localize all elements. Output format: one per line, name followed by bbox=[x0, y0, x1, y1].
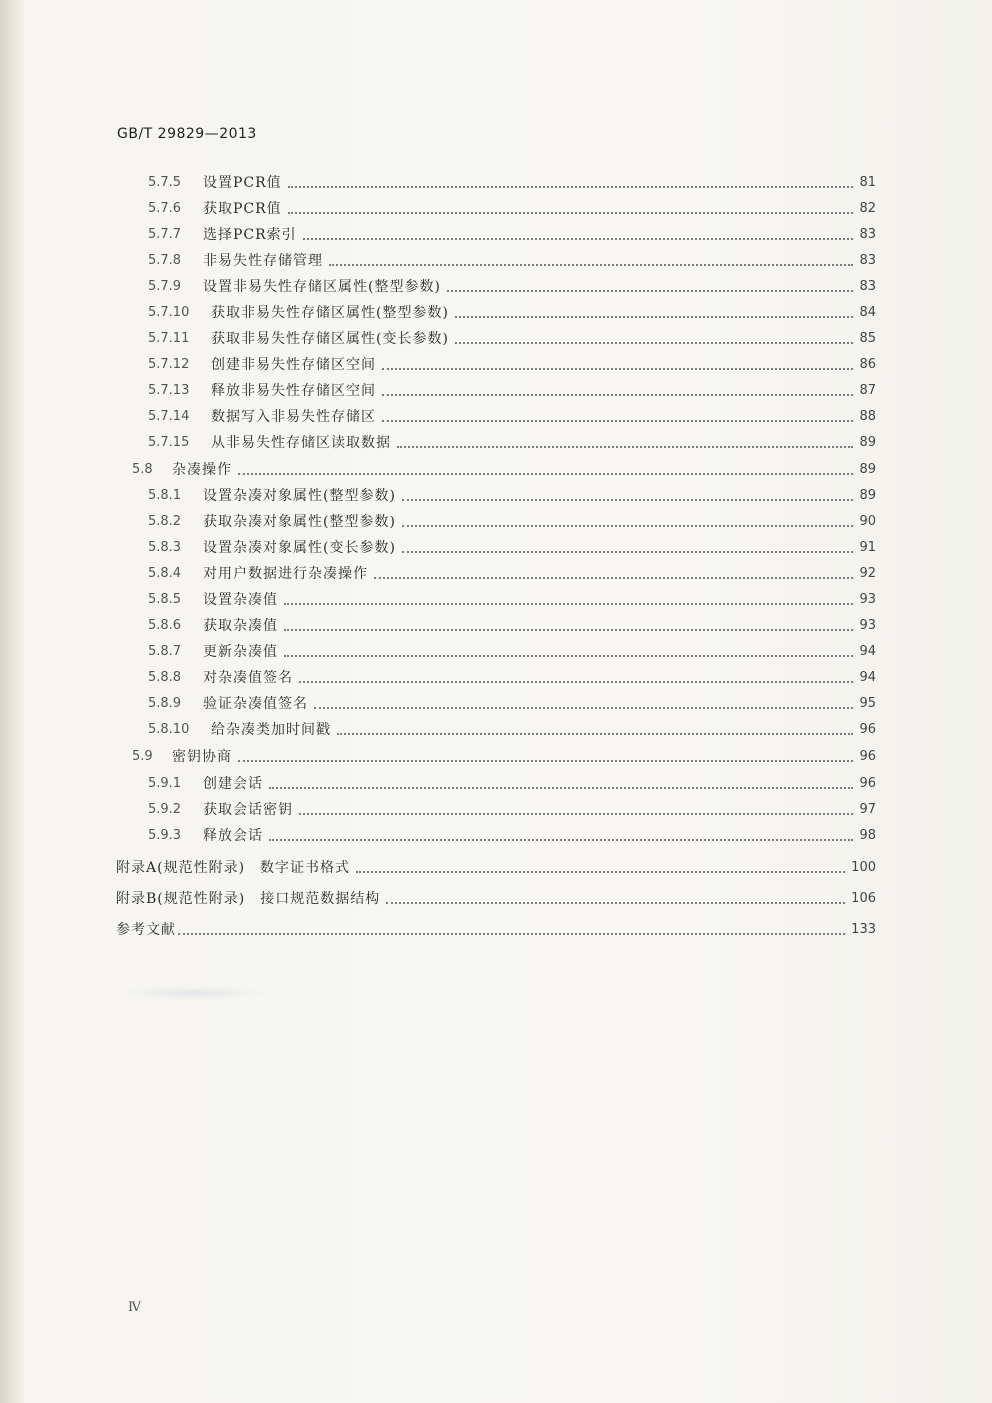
toc-entry-title: 释放会话 bbox=[203, 828, 263, 844]
toc-entry[interactable] bbox=[148, 276, 876, 296]
toc-leader-dots bbox=[397, 445, 853, 448]
toc-leader-dots bbox=[269, 786, 853, 789]
toc-leader-dots bbox=[178, 932, 845, 935]
toc-entry-title: 对用户数据进行杂凑操作 bbox=[203, 566, 368, 582]
toc-leader-dots bbox=[269, 838, 853, 841]
toc-entry-page: 81 bbox=[859, 175, 876, 190]
toc-entry-title: 释放非易失性存储区空间 bbox=[211, 383, 376, 399]
toc-entry-title: 设置PCR值 bbox=[203, 175, 282, 191]
toc-entry-page: 84 bbox=[859, 305, 876, 320]
toc-leader-dots bbox=[314, 706, 853, 709]
toc-entry-page: 88 bbox=[859, 409, 876, 424]
toc-entry-number: 5.8.1 bbox=[148, 488, 182, 503]
toc-entry-appendix-a[interactable] bbox=[116, 857, 876, 877]
toc-entry[interactable] bbox=[148, 250, 876, 270]
toc-entry-number: 5.9 bbox=[132, 749, 153, 764]
toc-entry[interactable] bbox=[148, 432, 876, 452]
toc-entry[interactable] bbox=[148, 693, 876, 713]
toc-entry-title: (规范性附录) 数字证书格式 bbox=[157, 860, 351, 876]
toc-entry-title: 非易失性存储管理 bbox=[203, 253, 323, 269]
toc-entry[interactable] bbox=[148, 485, 876, 505]
toc-entry-number: 5.7.10 bbox=[148, 305, 190, 320]
toc-leader-dots bbox=[299, 812, 853, 815]
toc-entry[interactable] bbox=[148, 719, 876, 739]
toc-entry-page: 98 bbox=[859, 828, 876, 843]
toc-entry-number: 5.7.14 bbox=[148, 409, 190, 424]
toc-entry-title: 密钥协商 bbox=[172, 749, 232, 765]
toc-entry-number: 5.9.2 bbox=[148, 802, 182, 817]
toc-entry[interactable] bbox=[148, 589, 876, 609]
toc-entry-page: 89 bbox=[859, 462, 876, 477]
toc-entry-page: 87 bbox=[859, 383, 876, 398]
toc-entry[interactable] bbox=[148, 641, 876, 661]
toc-entry-title: (规范性附录) 接口规范数据结构 bbox=[157, 891, 381, 907]
toc-entry-page: 93 bbox=[859, 618, 876, 633]
toc-entry-title: 更新杂凑值 bbox=[203, 644, 278, 660]
toc-entry-title: 从非易失性存储区读取数据 bbox=[211, 435, 391, 451]
toc-entry-title: 对杂凑值签名 bbox=[203, 670, 293, 686]
toc-entry-number: 5.7.13 bbox=[148, 383, 190, 398]
toc-entry-title: 设置杂凑对象属性(变长参数) bbox=[203, 540, 396, 556]
toc-entry-title: 获取杂凑值 bbox=[203, 618, 278, 634]
toc-entry[interactable] bbox=[148, 354, 876, 374]
toc-entry-number: 5.8.10 bbox=[148, 722, 190, 737]
toc-entry-number: 5.8.7 bbox=[148, 644, 182, 659]
toc-entry-page: 83 bbox=[859, 227, 876, 242]
toc-entry-title: 创建非易失性存储区空间 bbox=[211, 357, 376, 373]
toc-entry-number: 5.9.1 bbox=[148, 776, 182, 791]
toc-entry-number: 5.7.6 bbox=[148, 201, 182, 216]
toc-entry-number: 5.8.3 bbox=[148, 540, 182, 555]
toc-entry-number: 5.9.3 bbox=[148, 828, 182, 843]
toc-entry-page: 83 bbox=[859, 279, 876, 294]
toc-entry-title: 创建会话 bbox=[203, 776, 263, 792]
toc-entry-page: 91 bbox=[859, 540, 876, 555]
toc-entry-page: 106 bbox=[851, 891, 876, 906]
toc-entry-page: 82 bbox=[859, 201, 876, 216]
toc-entry-number: 5.8.6 bbox=[148, 618, 182, 633]
toc-entry-page: 96 bbox=[859, 776, 876, 791]
toc-entry-page: 100 bbox=[851, 860, 876, 875]
toc-entry-number: 5.7.7 bbox=[148, 227, 182, 242]
toc-entry[interactable] bbox=[148, 667, 876, 687]
toc-entry[interactable] bbox=[148, 825, 876, 845]
toc-entry-title: 获取PCR值 bbox=[203, 201, 282, 217]
standard-code: GB/T 29829—2013 bbox=[117, 126, 257, 142]
toc-entry-title: 获取非易失性存储区属性(整型参数) bbox=[211, 305, 449, 321]
toc-entry-references[interactable] bbox=[116, 919, 876, 939]
toc-entry-number: 5.7.11 bbox=[148, 331, 190, 346]
toc-entry-number: 5.8.5 bbox=[148, 592, 182, 607]
toc-leader-dots bbox=[238, 472, 853, 475]
toc-leader-dots bbox=[337, 732, 853, 735]
footer-page-number: Ⅳ bbox=[128, 1300, 141, 1315]
toc-entry-page: 97 bbox=[859, 802, 876, 817]
toc-entry-page: 86 bbox=[859, 357, 876, 372]
toc-entry[interactable] bbox=[148, 198, 876, 218]
toc-entry[interactable] bbox=[148, 328, 876, 348]
toc-leader-dots bbox=[402, 524, 854, 527]
toc-leader-dots bbox=[374, 576, 853, 579]
toc-leader-dots bbox=[303, 237, 854, 240]
toc-entry-number: 5.7.9 bbox=[148, 279, 182, 294]
toc-entry-title: 获取非易失性存储区属性(变长参数) bbox=[211, 331, 449, 347]
toc-leader-dots bbox=[356, 870, 845, 873]
toc-entry-title: 设置杂凑值 bbox=[203, 592, 278, 608]
toc-entry[interactable] bbox=[148, 224, 876, 244]
toc-entry-page: 89 bbox=[859, 435, 876, 450]
toc-entry-title: 设置非易失性存储区属性(整型参数) bbox=[203, 279, 441, 295]
toc-entry[interactable] bbox=[148, 799, 876, 819]
toc-entry[interactable] bbox=[148, 172, 876, 192]
toc-entry-page: 96 bbox=[859, 749, 876, 764]
toc-leader-dots bbox=[382, 419, 853, 422]
toc-entry-number: 附录B bbox=[116, 891, 158, 907]
toc-entry-number: 5.7.12 bbox=[148, 357, 190, 372]
toc-entry-title: 设置杂凑对象属性(整型参数) bbox=[203, 488, 396, 504]
toc-entry-title: 选择PCR索引 bbox=[203, 227, 297, 243]
toc-entry[interactable] bbox=[148, 615, 876, 635]
toc-entry-page: 133 bbox=[851, 922, 876, 937]
toc-leader-dots bbox=[402, 550, 854, 553]
toc-entry-number: 5.8.9 bbox=[148, 696, 182, 711]
toc-entry-title: 给杂凑类加时间戳 bbox=[211, 722, 331, 738]
toc-leader-dots bbox=[447, 289, 854, 292]
toc-leader-dots bbox=[382, 393, 853, 396]
toc-entry-page: 89 bbox=[859, 488, 876, 503]
toc-entry[interactable] bbox=[148, 406, 876, 426]
toc-entry-title: 参考文献 bbox=[116, 922, 176, 938]
toc-leader-dots bbox=[238, 759, 853, 762]
toc-entry-page: 94 bbox=[859, 644, 876, 659]
toc-leader-dots bbox=[288, 211, 854, 214]
toc-entry-page: 90 bbox=[859, 514, 876, 529]
toc-entry[interactable] bbox=[148, 537, 876, 557]
toc-leader-dots bbox=[382, 367, 853, 370]
toc-leader-dots bbox=[284, 628, 853, 631]
toc-entry-page: 94 bbox=[859, 670, 876, 685]
toc-leader-dots bbox=[455, 315, 854, 318]
toc-entry[interactable] bbox=[148, 511, 876, 531]
toc-entry-number: 5.7.15 bbox=[148, 435, 190, 450]
toc-entry-number: 5.8.8 bbox=[148, 670, 182, 685]
toc-entry-title: 数据写入非易失性存储区 bbox=[211, 409, 376, 425]
toc-leader-dots bbox=[288, 185, 854, 188]
toc-entry[interactable] bbox=[132, 746, 876, 766]
toc-entry[interactable] bbox=[148, 302, 876, 322]
toc-leader-dots bbox=[455, 341, 854, 344]
toc-entry[interactable] bbox=[148, 563, 876, 583]
toc-entry-title: 验证杂凑值签名 bbox=[203, 696, 308, 712]
toc-entry-title: 获取会话密钥 bbox=[203, 802, 293, 818]
toc-entry-page: 85 bbox=[859, 331, 876, 346]
toc-entry-title: 杂凑操作 bbox=[172, 462, 232, 478]
toc-entry-number: 5.8 bbox=[132, 462, 153, 477]
toc-entry-number: 5.7.8 bbox=[148, 253, 182, 268]
toc-entry-page: 92 bbox=[859, 566, 876, 581]
toc-entry-appendix-b[interactable] bbox=[116, 888, 876, 908]
toc-entry[interactable] bbox=[148, 773, 876, 793]
toc-entry-page: 95 bbox=[859, 696, 876, 711]
toc-entry-page: 93 bbox=[859, 592, 876, 607]
toc-entry-number: 附录A bbox=[116, 860, 158, 876]
toc-entry-title: 获取杂凑对象属性(整型参数) bbox=[203, 514, 396, 530]
toc-leader-dots bbox=[329, 263, 853, 266]
toc-leader-dots bbox=[284, 654, 853, 657]
toc-leader-dots bbox=[284, 602, 853, 605]
toc-entry[interactable] bbox=[148, 380, 876, 400]
toc-leader-dots bbox=[402, 498, 854, 501]
toc-leader-dots bbox=[386, 901, 845, 904]
toc-entry-number: 5.7.5 bbox=[148, 175, 182, 190]
toc-entry-page: 96 bbox=[859, 722, 876, 737]
toc-leader-dots bbox=[299, 680, 853, 683]
toc-entry[interactable] bbox=[132, 459, 876, 479]
toc-entry-number: 5.8.4 bbox=[148, 566, 182, 581]
toc-entry-page: 83 bbox=[859, 253, 876, 268]
toc-entry-number: 5.8.2 bbox=[148, 514, 182, 529]
